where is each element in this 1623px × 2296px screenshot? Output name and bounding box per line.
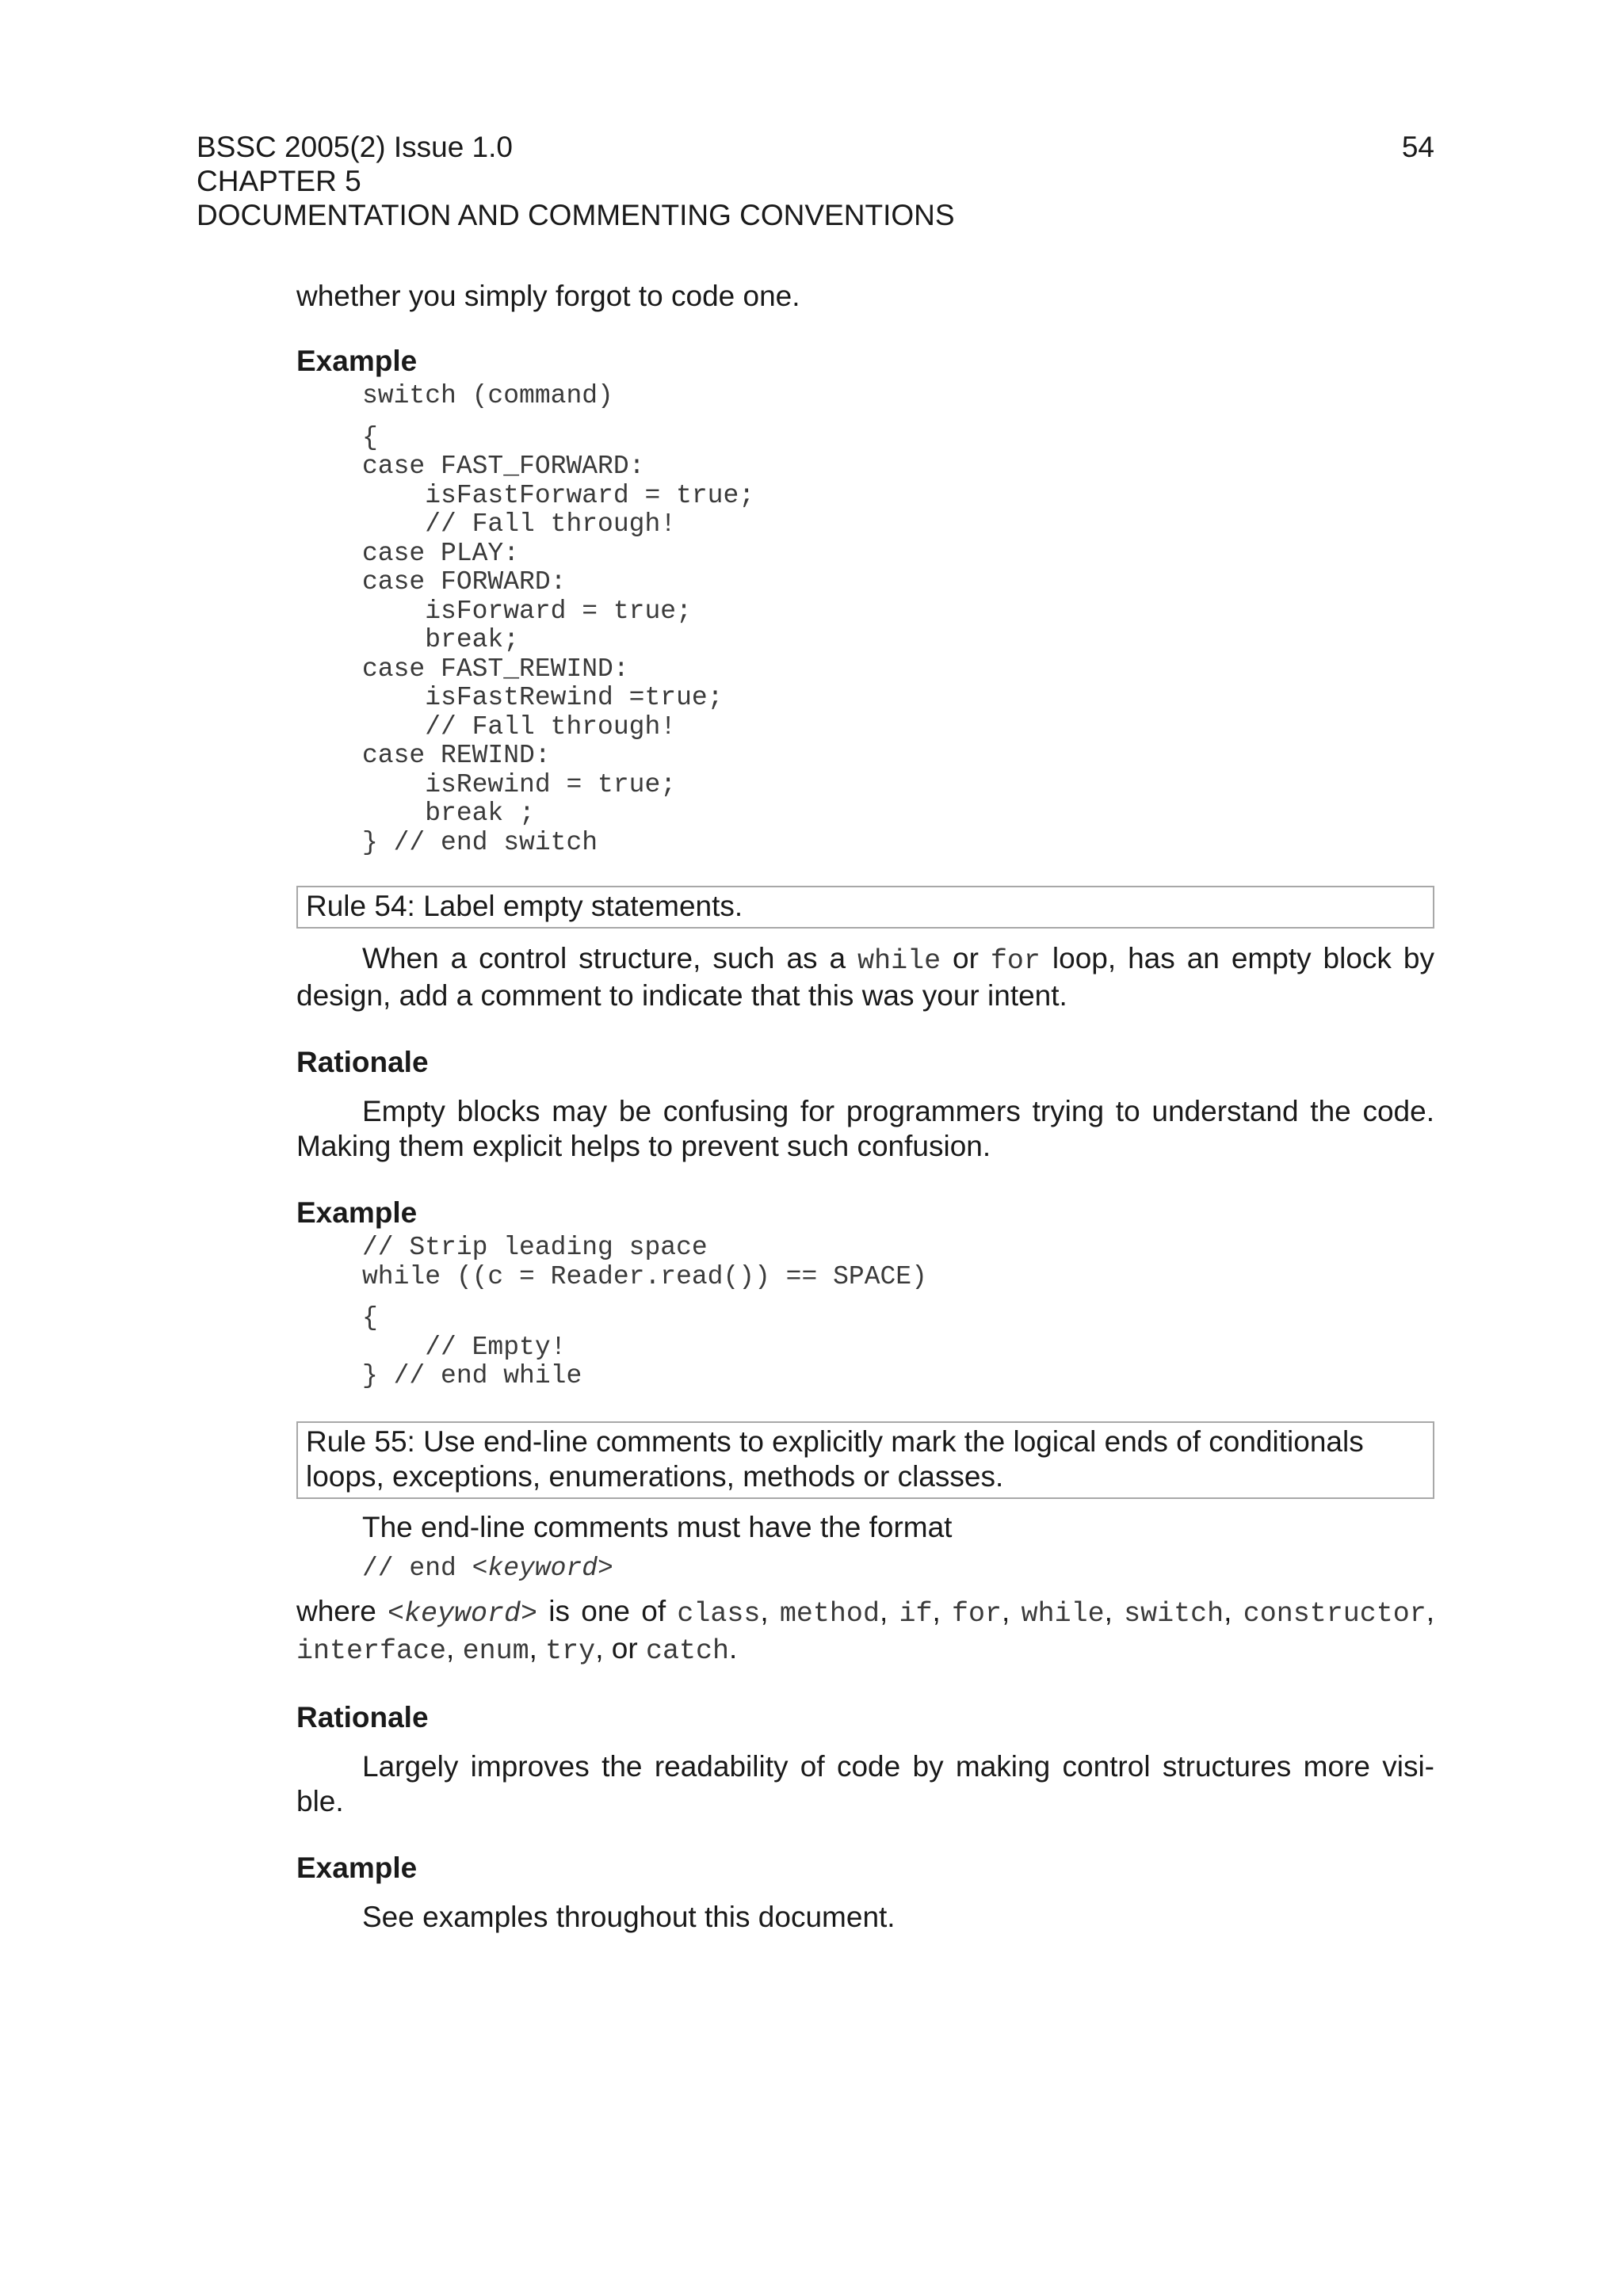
keyword-for-2: for: [952, 1598, 1002, 1630]
example-heading-55: Example: [296, 1852, 418, 1884]
code-example-switch-line1: switch (command): [362, 381, 613, 410]
format-prefix: // end: [362, 1553, 472, 1583]
code-example-switch: { case FAST_FORWARD: isFastForward = true; // Fall through! case PLAY: case FORWARD: isForward = true; break; case FAST_REWIND: isFastRewind =true; // Fall through! case REWIND: isRewind = true; break ; } // end switch: [362, 422, 755, 857]
keyword-while-2: while: [1021, 1598, 1105, 1630]
rule-55-box: [296, 1421, 1434, 1499]
example-text-55: See examples throughout this document.: [362, 1901, 896, 1933]
rationale-text-55: Largely improves the readability of code by making control structures more visi-ble.: [296, 1750, 1434, 1817]
keyword-enum: enum: [462, 1635, 529, 1667]
format-intro: The end-line comments must have the format: [362, 1510, 953, 1543]
rule-54-box: [296, 886, 1434, 929]
keyword-constructor: constructor: [1243, 1598, 1426, 1630]
chapter-label: CHAPTER 5: [197, 165, 361, 197]
keyword-catch: catch: [645, 1635, 729, 1667]
keyword-interface: interface: [296, 1635, 447, 1667]
rule-55-title: Rule 55: Use end-line comments to explicitly mark the logical ends of conditionals loops, exceptions, enumerations, methods or classes.: [306, 1425, 1364, 1493]
keyword-while: while: [857, 945, 941, 977]
code-example-while-top: // Strip leading space while ((c = Reader.read()) == SPACE): [362, 1233, 927, 1291]
page-header: [197, 130, 1434, 232]
where-text: where: [296, 1595, 388, 1627]
keyword-for: for: [990, 945, 1041, 977]
or-text: or: [611, 1632, 638, 1665]
page-body: [296, 279, 1434, 1935]
rationale-text-54: Empty blocks may be confusing for programmers trying to understand the code. Making them explicit helps to prevent such confusion.: [296, 1095, 1434, 1162]
is-one-of-text: is one of: [537, 1595, 678, 1627]
keyword-switch: switch: [1124, 1598, 1224, 1630]
format-example: [362, 1554, 1434, 1584]
keyword-placeholder: <keyword>: [388, 1598, 538, 1630]
rule-54-text-part1: When a control structure, such as a: [362, 942, 858, 974]
document-id: BSSC 2005(2) Issue 1.0: [197, 131, 513, 163]
keyword-method: method: [779, 1598, 880, 1630]
rule-54-text-part2: loop, has an empty block by design, add a comment to indicate that this was your intent.: [296, 942, 1434, 1012]
rule-54-title: Rule 54: Label empty statements.: [306, 890, 743, 922]
code-example-while-bottom: { // Empty! } // end while: [362, 1303, 582, 1390]
rationale-heading-54: Rationale: [296, 1046, 429, 1078]
chapter-title: DOCUMENTATION AND COMMENTING CONVENTIONS: [197, 199, 955, 231]
rationale-heading-55: Rationale: [296, 1701, 429, 1733]
intro-text: whether you simply forgot to code one.: [296, 280, 800, 312]
format-keyword: <keyword>: [472, 1553, 613, 1583]
page-number: 54: [1401, 131, 1434, 163]
example-heading-1: Example: [296, 345, 418, 377]
example-heading-54: Example: [296, 1196, 418, 1229]
keyword-class: class: [677, 1598, 761, 1630]
rule-54-description: [296, 941, 1434, 1013]
keyword-if: if: [899, 1598, 933, 1630]
keyword-list-paragraph: where <keyword> is one of class, method, if, for, while, switch, constructor, interface, enum, try, or catch.: [296, 1595, 1435, 1667]
keyword-try: try: [545, 1635, 596, 1667]
rule-54-text-or: or: [941, 942, 991, 974]
